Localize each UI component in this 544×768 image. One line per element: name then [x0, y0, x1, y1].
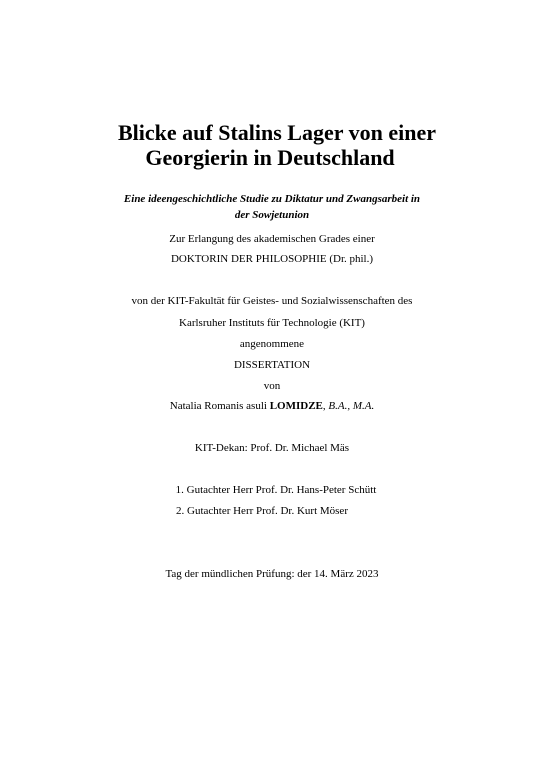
degree-line-1: Zur Erlangung des akademischen Grades einer [169, 233, 375, 245]
faculty-line-3: angenommene [239, 338, 305, 350]
dean-line: KIT-Dekan: Prof. Dr. Michael Mäs [194, 442, 350, 454]
exam-date: Tag der mündlichen Prüfung: der 14. März 2023 [165, 568, 379, 580]
author-comma: , [322, 400, 329, 412]
faculty-line-5: von [263, 380, 281, 392]
reviewer-1: 1. Gutachter Herr Prof. Dr. Hans-Peter Schütt [175, 484, 377, 496]
subtitle-line-1: Eine ideengeschichtliche Studie zu Diktatur und Zwangsarbeit in [123, 193, 421, 205]
author-surname: LOMIDZE [269, 400, 323, 412]
title-line-2: Georgierin in Deutschland [145, 145, 395, 170]
author-line [0, 399, 544, 413]
faculty-line-1: von der KIT-Fakultät für Geistes- und Sozialwissenschaften des [131, 295, 413, 307]
faculty-line-4: DISSERTATION [233, 359, 311, 371]
degree-line-2: DOKTORIN DER PHILOSOPHIE (Dr. phil.) [170, 253, 374, 265]
reviewer-2: 2. Gutachter Herr Prof. Dr. Kurt Möser [176, 505, 348, 517]
faculty-line-2: Karlsruher Instituts für Technologie (KIT) [179, 317, 365, 329]
author-name-prefix: Natalia Romanis asuli [169, 400, 270, 412]
subtitle-line-2: der Sowjetunion [234, 209, 310, 221]
author-degrees: B.A., M.A. [328, 400, 375, 412]
title-line-1: Blicke auf Stalins Lager von einer [118, 120, 436, 145]
